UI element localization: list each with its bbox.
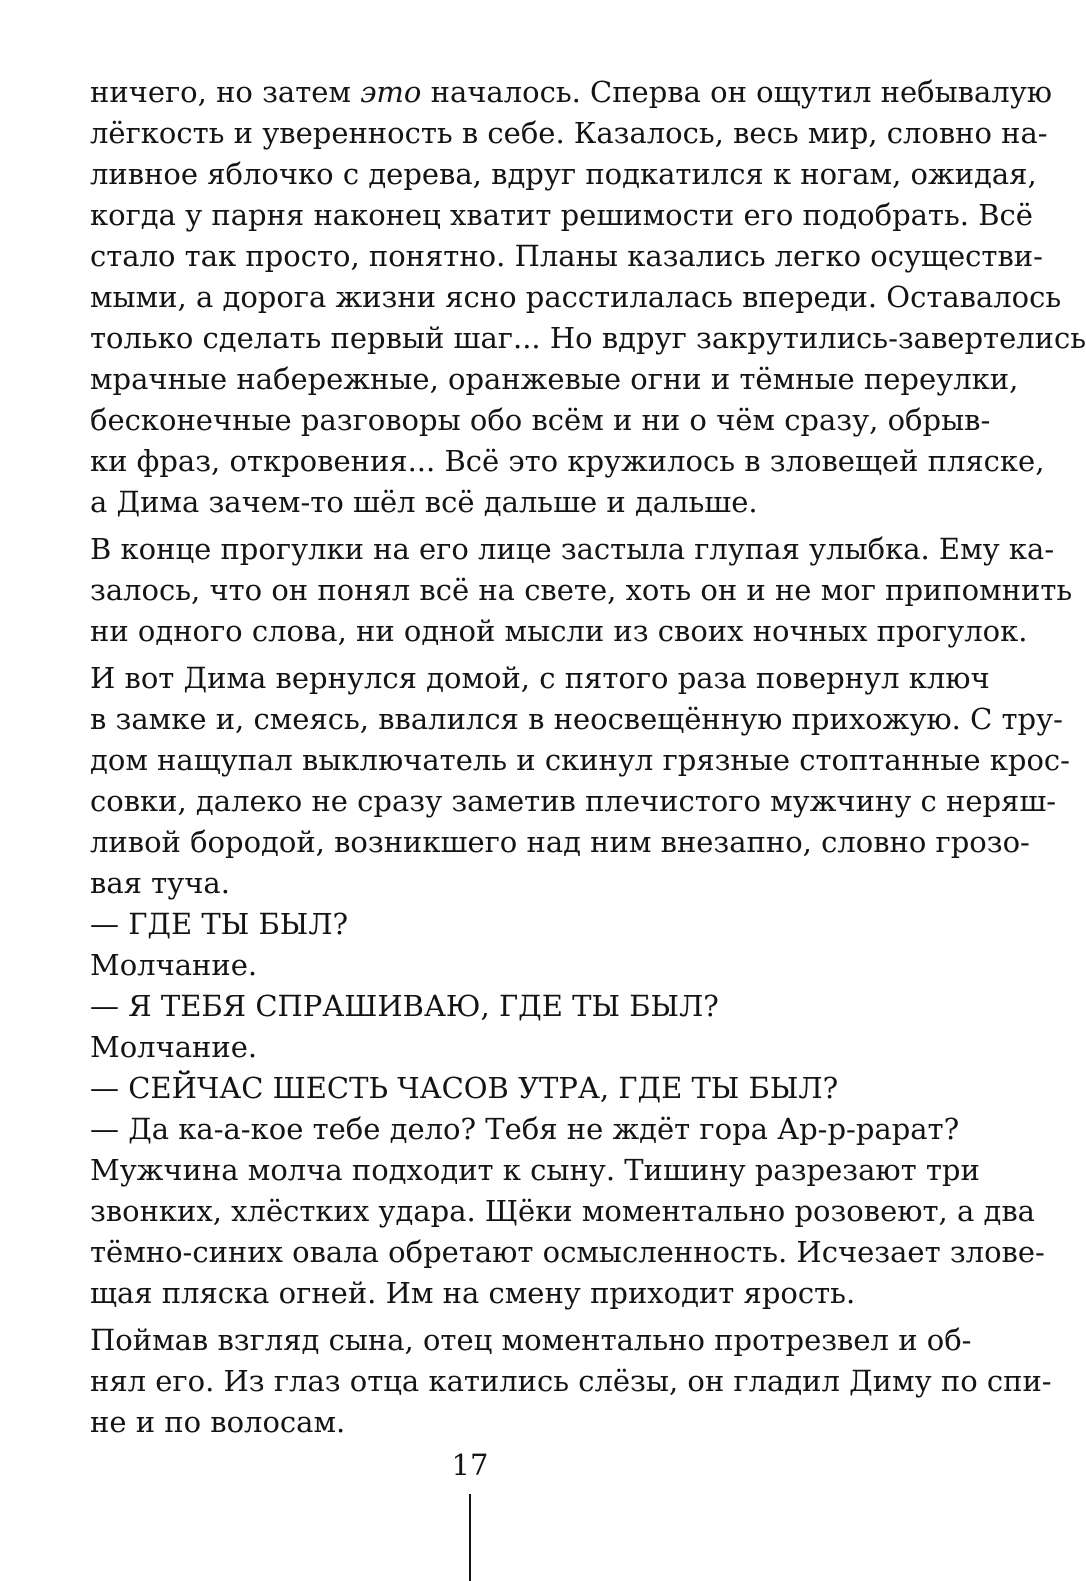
text-line: щая пляска огней. Им на смену приходит ярость.: [90, 1276, 856, 1310]
folio-rule: [469, 1494, 471, 1581]
dialogue-line: — ГДЕ ТЫ БЫЛ?: [90, 907, 349, 941]
text-line: звонких, хлёстких удара. Щёки моментально розовеют, а два: [90, 1194, 1035, 1228]
text-line: а Дима зачем-то шёл всё дальше и дальше.: [90, 485, 758, 519]
text-line: когда у парня наконец хватит решимости его подобрать. Всё: [90, 198, 1033, 232]
dialogue-line: — СЕЙЧАС ШЕСТЬ ЧАСОВ УТРА, ГДЕ ТЫ БЫЛ?: [90, 1071, 839, 1105]
text-line: нял его. Из глаз отца катились слёзы, он гладил Диму по спи-: [90, 1364, 1052, 1398]
text-line: ничего, но затем это началось. Сперва он ощутил небывалую: [90, 75, 1052, 109]
text-line: В конце прогулки на его лице застыла глупая улыбка. Ему ка-: [90, 532, 1055, 566]
text-line: совки, далеко не сразу заметив плечистого мужчину с неряш-: [90, 784, 1057, 818]
text-line: Поймав взгляд сына, отец моментально протрезвел и об-: [90, 1323, 972, 1357]
text-line: ки фраз, откровения... Всё это кружилось в зловещей пляске,: [90, 444, 1045, 478]
dialogue-line: Молчание.: [90, 948, 258, 982]
dialogue-line: — Да ка-а-кое тебе дело? Тебя не ждёт гора Ар-р-рарат?: [90, 1112, 960, 1146]
emphasis: это: [360, 75, 422, 109]
text-line: тёмно-синих овала обретают осмысленность. Исчезает злове-: [90, 1235, 1045, 1269]
dialogue-line: Молчание.: [90, 1030, 258, 1064]
text-line: в замке и, смеясь, ввалился в неосвещённую прихожую. С тру-: [90, 702, 1063, 736]
text-line: ливное яблочко с дерева, вдруг подкатился к ногам, ожидая,: [90, 157, 1037, 191]
text-line: стало так просто, понятно. Планы казались легко осуществи-: [90, 239, 1043, 273]
text-line: дом нащупал выключатель и скинул грязные стоптанные крос-: [90, 743, 1070, 777]
body-text: [90, 72, 1086, 1443]
text-line: бесконечные разговоры обо всём и ни о чём сразу, обрыв-: [90, 403, 991, 437]
text-line: И вот Дима вернулся домой, с пятого раза повернул ключ: [90, 661, 990, 695]
text-line: вая туча.: [90, 866, 230, 900]
text-line: мыми, а дорога жизни ясно расстилалась впереди. Оставалось: [90, 280, 1062, 314]
text-line: не и по волосам.: [90, 1405, 346, 1439]
text-line: ни одного слова, ни одной мысли из своих ночных прогулок.: [90, 614, 1028, 648]
dialogue-line: — Я ТЕБЯ СПРАШИВАЮ, ГДЕ ТЫ БЫЛ?: [90, 989, 719, 1023]
text-line: ливой бородой, возникшего над ним внезапно, словно грозо-: [90, 825, 1030, 859]
text-line: мрачные набережные, оранжевые огни и тёмные переулки,: [90, 362, 1019, 396]
text-line: лёгкость и уверенность в себе. Казалось, весь мир, словно на-: [90, 116, 1048, 150]
page-number: 17: [451, 1448, 489, 1482]
text-line: залось, что он понял всё на свете, хоть он и не мог припомнить: [90, 573, 1073, 607]
text-line: только сделать первый шаг... Но вдруг закрутились-завертелись: [90, 321, 1086, 355]
text-line: Мужчина молча подходит к сыну. Тишину разрезают три: [90, 1153, 980, 1187]
